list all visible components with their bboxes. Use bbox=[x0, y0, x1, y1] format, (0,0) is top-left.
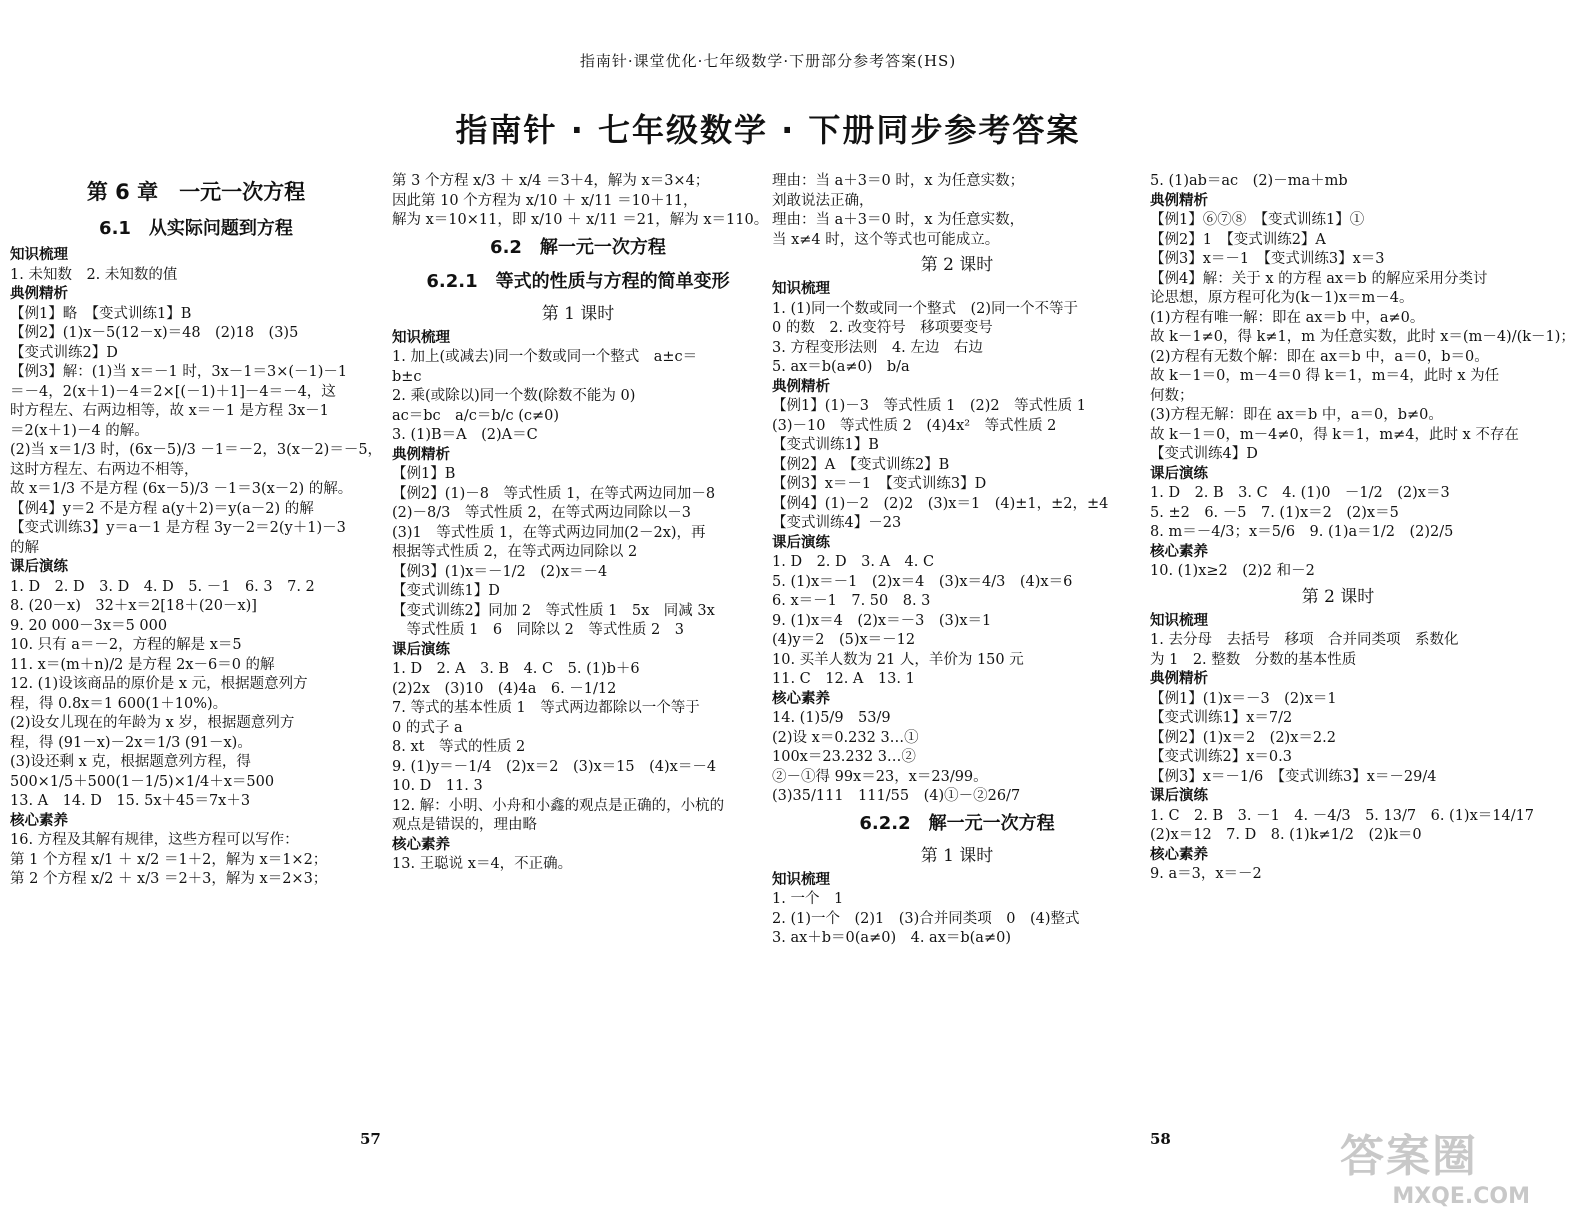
answer-line: (3)35/111 111/55 (4)①－②26/7 bbox=[772, 788, 1021, 804]
answer-line: 当 x≠4 时，这个等式也可能成立。 bbox=[772, 231, 1000, 248]
running-header: 指南针·课堂优化·七年级数学·下册部分参考答案(HS) bbox=[579, 52, 957, 70]
answer-line: 【例3】解：(1)当 x＝－1 时，3x－1＝3×(－1)－1 bbox=[10, 364, 348, 380]
answer-line: (2)设女儿现在的年龄为 x 岁，根据题意列方 bbox=[10, 715, 295, 731]
answer-line: 6. x＝－1 7. 50 8. 3 bbox=[772, 593, 931, 609]
answer-line: (2)当 x＝1/3 时，(6x－5)/3 －1＝－2，3(x－2)＝－5， bbox=[10, 442, 383, 458]
section-label: 核心素养 bbox=[1150, 543, 1208, 560]
answer-line: 13. A 14. D 15. 5x＋45＝7x＋3 bbox=[10, 793, 251, 809]
section-label: 典例精析 bbox=[392, 446, 450, 463]
answer-line: 故 k－1≠0，得 k≠1，m 为任意实数，此时 x＝(m－4)/(k－1)； bbox=[1150, 329, 1575, 345]
answer-line: 第 1 个方程 x/1 ＋ x/2 ＝1＋2，解为 x＝1×2； bbox=[10, 851, 328, 868]
answer-line: 16. 方程及其解有规律，这些方程可以写作： bbox=[10, 832, 299, 848]
watermark-url: MXQE.COM bbox=[1392, 1184, 1530, 1209]
answer-line: 【变式训练2】D bbox=[10, 344, 118, 361]
answer-line: 故 k－1＝0，m－4≠0，得 k＝1，m≠4，此时 x 不存在 bbox=[1150, 426, 1519, 443]
answer-line: 【例1】(1)－3 等式性质 1 (2)2 等式性质 1 bbox=[772, 398, 1086, 414]
answer-line: 500×1/5＋500(1－1/5)×1/4＋x＝500 bbox=[10, 773, 275, 790]
answer-line: 10. 只有 a＝－2，方程的解是 x＝5 bbox=[10, 637, 242, 653]
section-label: 核心素养 bbox=[1150, 846, 1208, 863]
section-label: 知识梳理 bbox=[392, 329, 450, 346]
answer-line: (1)方程有唯一解：即在 ax＝b 中，a≠0。 bbox=[1150, 309, 1425, 326]
answer-line: 等式性质 1 6 同除以 2 等式性质 2 3 bbox=[392, 622, 684, 638]
answer-line: 故 k－1＝0，m－4＝0 得 k＝1，m＝4，此时 x 为任 bbox=[1150, 368, 1500, 384]
answer-line: 何数； bbox=[1150, 387, 1194, 404]
section-label: 课后演练 bbox=[1150, 788, 1208, 804]
answer-line: 这时方程左、右两边不相等， bbox=[10, 461, 199, 478]
answer-line: (2)2x (3)10 (4)4a 6. －1/12 bbox=[392, 680, 617, 697]
answer-line: 【例1】B bbox=[392, 466, 456, 482]
answer-line: b±c bbox=[392, 368, 422, 385]
page-number-right: 58 bbox=[1150, 1130, 1171, 1148]
answer-line: 14. (1)5/9 53/9 bbox=[772, 710, 891, 726]
answer-line: 5. ax＝b(a≠0) b/a bbox=[772, 359, 910, 375]
answer-line: 第 3 个方程 x/3 ＋ x/4 ＝3＋4，解为 x＝3×4； bbox=[392, 173, 710, 189]
section-heading: 6.2.2 解一元一次方程 bbox=[859, 812, 1055, 834]
answer-line: 2. (1)一个 (2)1 (3)合并同类项 0 (4)整式 bbox=[772, 910, 1080, 927]
answer-line: (2)方程有无数个解：即在 ax＝b 中，a＝0，b＝0。 bbox=[1150, 348, 1489, 365]
lesson-heading: 第 1 课时 bbox=[541, 303, 615, 324]
answer-line: 【例2】(1)x＝2 (2)x＝2.2 bbox=[1150, 729, 1336, 746]
answer-line: 【例4】解：关于 x 的方程 ax＝b 的解应采用分类讨 bbox=[1150, 270, 1488, 287]
answer-line: 13. 王聪说 x＝4，不正确。 bbox=[392, 856, 573, 872]
answer-line: 5. ±2 6. －5 7. (1)x＝2 (2)x＝5 bbox=[1150, 504, 1399, 521]
lesson-heading: 第 2 课时 bbox=[920, 255, 994, 275]
answer-line: (3)方程无解：即在 ax＝b 中，a＝0，b≠0。 bbox=[1150, 407, 1443, 423]
answer-line: 8. xt 等式的性质 2 bbox=[392, 739, 526, 755]
answer-line: 9. 20 000－3x＝5 000 bbox=[10, 617, 168, 634]
answer-line: 10. D 11. 3 bbox=[392, 778, 483, 794]
section-label: 典例精析 bbox=[10, 286, 68, 302]
answer-line: 5. (1)ab＝ac (2)－ma＋mb bbox=[1150, 173, 1348, 189]
answer-line: 7. 等式的基本性质 1 等式两边都除以一个等于 bbox=[392, 700, 700, 716]
answer-line: 5. (1)x＝－1 (2)x＝4 (3)x＝4/3 (4)x＝6 bbox=[772, 573, 1073, 590]
section-label: 知识梳理 bbox=[1150, 612, 1208, 629]
answer-line: 【变式训练2】同加 2 等式性质 1 5x 同减 3x bbox=[392, 602, 715, 619]
answer-line: 第 2 个方程 x/2 ＋ x/3 ＝2＋3，解为 x＝2×3； bbox=[10, 871, 328, 887]
answer-line: 【变式训练4】D bbox=[1150, 446, 1258, 462]
answer-line: 10. (1)x≥2 (2)2 和－2 bbox=[1150, 563, 1315, 579]
answer-line: ac＝bc a/c＝b/c (c≠0) bbox=[392, 407, 560, 424]
lesson-heading: 第 1 课时 bbox=[920, 845, 994, 866]
column-2 bbox=[392, 172, 769, 875]
answer-line: (2)设 x＝0.232 3…① bbox=[772, 729, 919, 746]
answer-line: 【例2】A 【变式训练2】B bbox=[772, 456, 950, 473]
answer-line: 2. 乘(或除以)同一个数(除数不能为 0) bbox=[392, 388, 636, 404]
answer-line: (2)－8/3 等式性质 2，在等式两边同除以－3 bbox=[392, 505, 691, 521]
column-3 bbox=[772, 172, 1142, 949]
section-label: 典例精析 bbox=[1150, 671, 1208, 687]
answer-line: 12. 解：小明、小舟和小鑫的观点是正确的，小杭的 bbox=[392, 797, 725, 814]
answer-line: 11. C 12. A 13. 1 bbox=[772, 671, 915, 687]
answer-line: 程，得 0.8x＝1 600(1＋10%)。 bbox=[10, 695, 228, 712]
section-label: 知识梳理 bbox=[10, 247, 68, 263]
answer-line: 【例2】(1)x－5(12－x)＝48 (2)18 (3)5 bbox=[10, 325, 299, 341]
answer-line: 【变式训练1】B bbox=[772, 437, 879, 453]
answer-line: 理由：当 a＋3＝0 时，x 为任意实数； bbox=[772, 173, 1025, 189]
answer-line: 1. 未知数 2. 未知数的值 bbox=[10, 266, 178, 283]
answer-line: 故 x＝1/3 不是方程 (6x－5)/3 －1＝3(x－2) 的解。 bbox=[10, 481, 353, 497]
answer-line: 0 的数 2. 改变符号 移项要变号 bbox=[772, 320, 993, 336]
answer-line: 9. (1)x＝4 (2)x＝－3 (3)x＝1 bbox=[772, 612, 992, 629]
section-label: 核心素养 bbox=[772, 690, 830, 707]
answer-line: 的解 bbox=[10, 539, 39, 556]
answer-line: 1. D 2. B 3. C 4. (1)0 －1/2 (2)x＝3 bbox=[1150, 485, 1450, 501]
answer-line: 因此第 10 个方程为 x/10 ＋ x/11 ＝10＋11， bbox=[392, 192, 698, 209]
section-label: 典例精析 bbox=[1150, 192, 1208, 209]
chapter-heading: 第 6 章 一元一次方程 bbox=[86, 180, 306, 204]
answer-line: 9. (1)y＝－1/4 (2)x＝2 (3)x＝15 (4)x＝－4 bbox=[392, 758, 717, 775]
answer-line: 【例3】x＝－1 【变式训练3】x＝3 bbox=[1150, 251, 1385, 267]
answer-line: 【例3】x＝－1 【变式训练3】D bbox=[772, 476, 987, 492]
answer-line: 1. 一个 1 bbox=[772, 891, 844, 907]
answer-line: 解为 x＝10×11，即 x/10 ＋ x/11 ＝21，解为 x＝110。 bbox=[392, 212, 769, 228]
answer-line: 3. (1)B＝A (2)A＝C bbox=[392, 427, 538, 443]
answer-line: 3. 方程变形法则 4. 左边 右边 bbox=[772, 339, 983, 356]
section-label: 核心素养 bbox=[392, 836, 450, 853]
answer-line: 【变式训练3】y＝a－1 是方程 3y－2＝2(y＋1)－3 bbox=[10, 520, 346, 536]
answer-line: 时方程左、右两边相等，故 x＝－1 是方程 3x－1 bbox=[10, 403, 329, 419]
answer-line: 【变式训练4】－23 bbox=[772, 515, 902, 531]
answer-line: 1. (1)同一个数或同一个整式 (2)同一个不等于 bbox=[772, 300, 1079, 317]
answer-line: 刘敢说法正确， bbox=[772, 192, 874, 209]
answer-line: (3)－10 等式性质 2 (4)4x² 等式性质 2 bbox=[772, 417, 1057, 434]
section-heading: 6.2 解一元一次方程 bbox=[490, 236, 666, 258]
answer-line: 3. ax＋b＝0(a≠0) 4. ax＝b(a≠0) bbox=[772, 930, 1011, 946]
answer-line: 【变式训练2】x＝0.3 bbox=[1150, 749, 1292, 765]
answer-line: 9. a＝3，x＝－2 bbox=[1150, 866, 1262, 882]
section-label: 知识梳理 bbox=[772, 281, 830, 297]
section-label: 课后演练 bbox=[772, 534, 830, 551]
answer-line: ＝－4，2(x＋1)－4＝2×[(－1)＋1]－4＝－4，这 bbox=[10, 383, 336, 400]
section-label: 典例精析 bbox=[772, 378, 830, 395]
watermark-logo bbox=[1340, 1120, 1530, 1210]
answer-line: 理由：当 a＋3＝0 时，x 为任意实数， bbox=[772, 212, 1025, 228]
answer-line: 论思想，原方程可化为(k－1)x＝m－4。 bbox=[1150, 290, 1414, 306]
lesson-heading: 第 2 课时 bbox=[1301, 586, 1375, 607]
section-label: 知识梳理 bbox=[772, 871, 830, 888]
section-heading: 6.1 从实际问题到方程 bbox=[99, 218, 293, 239]
answer-line: 【变式训练1】D bbox=[392, 583, 500, 599]
answer-line: 0 的式子 a bbox=[392, 719, 463, 736]
column-4 bbox=[1150, 172, 1575, 885]
answer-line: 【例2】(1)－8 等式性质 1，在等式两边同加－8 bbox=[392, 485, 716, 502]
answer-line: 【例3】x＝－1/6 【变式训练3】x＝－29/4 bbox=[1150, 768, 1437, 785]
section-heading: 6.2.1 等式的性质与方程的简单变形 bbox=[426, 270, 730, 292]
answer-line: 【例4】y＝2 不是方程 a(y＋2)＝y(a－2) 的解 bbox=[10, 500, 314, 517]
answer-line: 8. (20－x) 32＋x＝2[18＋(20－x)] bbox=[10, 598, 257, 614]
answer-line: 根据等式性质 2，在等式两边同除以 2 bbox=[392, 544, 638, 560]
section-label: 课后演练 bbox=[10, 559, 68, 575]
page-number-left: 57 bbox=[360, 1130, 381, 1148]
watermark-text: 答案圈 bbox=[1340, 1131, 1478, 1182]
answer-line: 1. D 2. D 3. A 4. C bbox=[772, 554, 935, 570]
answer-line: 12. (1)设该商品的原价是 x 元，根据题意列方 bbox=[10, 676, 308, 692]
answer-line: 8. m＝－4/3；x＝5/6 9. (1)a＝1/2 (2)2/5 bbox=[1150, 524, 1454, 540]
answer-line: 【变式训练1】x＝7/2 bbox=[1150, 710, 1293, 726]
answer-line: 观点是错误的，理由略 bbox=[392, 817, 537, 833]
answer-line: 10. 买羊人数为 21 人，羊价为 150 元 bbox=[772, 651, 1024, 668]
section-label: 课后演练 bbox=[392, 641, 450, 658]
answer-line: (2)x＝12 7. D 8. (1)k≠1/2 (2)k＝0 bbox=[1150, 827, 1422, 843]
answer-line: (3)1 等式性质 1，在等式两边同加(2－2x)，再 bbox=[392, 524, 706, 541]
answer-line: 【例1】(1)x＝－3 (2)x＝1 bbox=[1150, 690, 1337, 707]
answer-line: 1. 加上(或减去)同一个数或同一个整式 a±c＝ bbox=[392, 349, 698, 365]
answer-line: (3)设还剩 x 克，根据题意列方程，得 bbox=[10, 754, 251, 770]
answer-line: 【例1】⑥⑦⑧ 【变式训练1】① bbox=[1150, 212, 1365, 228]
answer-line: 11. x＝(m＋n)/2 是方程 2x－6＝0 的解 bbox=[10, 656, 275, 673]
answer-line: 【例2】1 【变式训练2】A bbox=[1150, 231, 1326, 248]
answer-line: 为 1 2. 整数 分数的基本性质 bbox=[1150, 651, 1357, 668]
section-label: 课后演练 bbox=[1150, 465, 1208, 482]
answer-line: 程，得 (91－x)－2x＝1/3 (91－x)。 bbox=[10, 734, 252, 751]
answer-line: 【例4】(1)－2 (2)2 (3)x＝1 (4)±1，±2，±4 bbox=[772, 495, 1109, 512]
answer-line: 1. D 2. D 3. D 4. D 5. －1 6. 3 7. 2 bbox=[10, 578, 315, 595]
answer-line: 100x＝23.232 3…② bbox=[772, 749, 916, 765]
page-title: 指南针 · 七年级数学 · 下册同步参考答案 bbox=[455, 111, 1081, 149]
answer-line: ＝2(x＋1)－4 的解。 bbox=[10, 422, 149, 439]
answer-line: 【例1】略 【变式训练1】B bbox=[10, 305, 192, 322]
answer-line: 1. D 2. A 3. B 4. C 5. (1)b＋6 bbox=[392, 661, 640, 677]
answer-line: 1. C 2. B 3. －1 4. －4/3 5. 13/7 6. (1)x＝14/17 bbox=[1150, 807, 1535, 824]
answer-line: 1. 去分母 去括号 移项 合并同类项 系数化 bbox=[1150, 632, 1459, 648]
section-label: 核心素养 bbox=[10, 812, 68, 829]
answer-line: 【例3】(1)x＝－1/2 (2)x＝－4 bbox=[392, 563, 608, 580]
column-1 bbox=[10, 172, 382, 890]
answer-line: (4)y＝2 (5)x＝－12 bbox=[772, 632, 916, 648]
answer-line: ②－①得 99x＝23，x＝23/99。 bbox=[772, 768, 988, 785]
